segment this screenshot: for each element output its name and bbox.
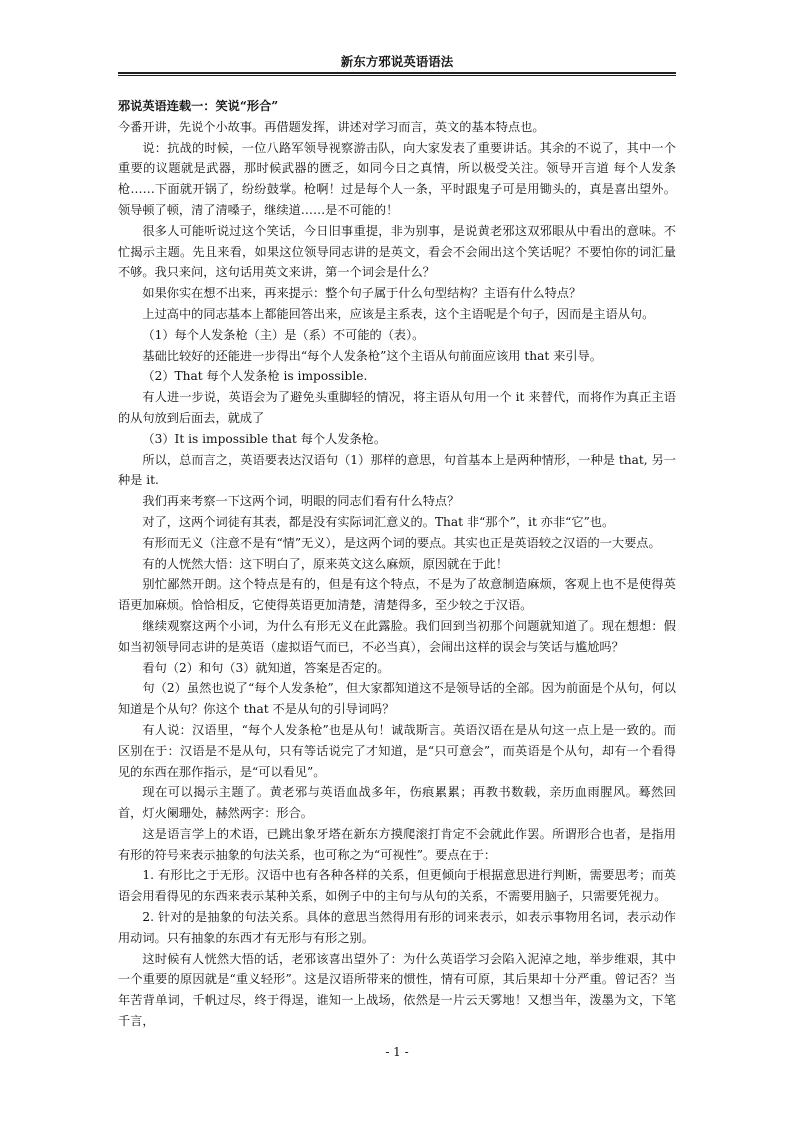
article-title: 邪说英语连载一：笑说“形合” xyxy=(118,99,279,113)
example-sentence: （2）That 每个人发条枪 is impossible. xyxy=(142,369,368,384)
paragraph: 这时候有人恍然大悟的话，老邪该喜出望外了：为什么英语学习会陷入泥淖之地，举步维艰，其中一个重要的原因就是“重义轻形”。这是汉语所带来的惯性，情有可原，其后果却十分严重。曾记否？当年苦背单词，千帆过尽，终于得逞，谁知一上战场，依然是一片云天雾地！又想当年，泼墨为文，下笔千言， xyxy=(118,951,676,1029)
paragraph: 有的人恍然大悟：这下明白了，原来英文这么麻烦，原因就在于此！ xyxy=(142,556,509,571)
paragraph: 上过高中的同志基本上都能回答出来，应该是主系表，这个主语呢是个句子，因而是主语从句。 xyxy=(142,306,655,321)
paragraph: 如果你实在想不出来，再来提示：整个句子属于什么句型结构？主语有什么特点？ xyxy=(142,286,582,301)
list-item: 2. 针对的是抽象的句法关系。具体的意思当然得用有形的词来表示，如表示事物用名词，表示动作用动词。只有抽象的东西才有无形与有形之别。 xyxy=(118,910,676,945)
paragraph: 看句（2）和句（3）就知道，答案是否定的。 xyxy=(142,660,390,675)
page-number: - 1 - xyxy=(385,1045,409,1059)
paragraph: 很多人可能听说过这个笑话，今日旧事重提，非为别事，是说黄老邪这双邪眼从中看出的意味。不忙揭示主题。先且来看，如果这位领导同志讲的是英文，看会不会闹出这个笑话呢？不要怕你的词汇量不够。我只来问，这句话用英文来讲，第一个词会是什么？ xyxy=(118,223,676,280)
paragraph: 句（2）虽然也说了“每个人发条枪”，但大家都知道这不是领导话的全部。因为前面是个从句，何以知道是个从句？你这个 that 不是从句的引导词吗？ xyxy=(118,681,676,717)
paragraph: 所以，总而言之，英语要表达汉语句（1）那样的意思，句首基本上是两种情形，一种是 that, 另一种是 it. xyxy=(118,452,676,488)
paragraph: 有人进一步说，英语会为了避免头重脚轻的情况，将主语从句用一个 it 来替代，而将作为真正主语的从句放到后面去，就成了 xyxy=(118,390,676,425)
paragraph: 说：抗战的时候，一位八路军领导视察游击队，向大家发表了重要讲话。其余的不说了，其中一个重要的议题就是武器，那时候武器的匮乏，如同今日之真情，所以极受关注。领导开言道 每个人发条枪……下面就开锅了，纷纷鼓掌。枪啊！过是每个人一条，平时跟鬼子可是用锄头的，真是喜出望外。领导顿了顿，清了清嗓子，继续道……是不可能的！ xyxy=(118,140,676,217)
paragraph: 别忙鄙然开朗。这个特点是有的，但是有这个特点，不是为了故意制造麻烦，客观上也不是使得英语更加麻烦。恰恰相反，它使得英语更加清楚，清楚得多，至少较之于汉语。 xyxy=(118,577,676,613)
paragraph: 有人说：汉语里，“每个人发条枪”也是从句！诚哉斯言。英语汉语在是从句这一点上是一致的。而区别在于：汉语是不是从句，只有等话说完了才知道，是“只可意会”，而英语是个从句，却有一个看得见的东西在那作指示，是“可以看见”。 xyxy=(118,722,676,779)
article-body xyxy=(118,96,676,1032)
header-rule xyxy=(118,72,676,76)
paragraph: 基础比较好的还能进一步得出“每个人发条枪”这个主语从句前面应该用 that 来引导。 xyxy=(142,348,602,363)
paragraph: 这是语言学上的术语，已跳出象牙塔在新东方摸爬滚打肯定不会就此作罢。所谓形合也者，是指用有形的符号来表示抽象的句法关系，也可称之为“可视性”。要点在于： xyxy=(118,826,676,862)
paragraph: 继续观察这两个小词，为什么有形无义在此露脸。我们回到当初那个问题就知道了。现在想想：假如当初领导同志讲的是英语（虚拟语气而已，不必当真），会闹出这样的误会与笑话与尴尬吗？ xyxy=(118,618,676,654)
example-sentence: （1）每个人发条枪（主）是（系）不可能的（表）。 xyxy=(142,327,425,342)
example-sentence: （3）It is impossible that 每个人发条枪。 xyxy=(142,431,387,446)
paragraph: 我们再来考察一下这两个词，明眼的同志们看有什么特点？ xyxy=(142,494,460,509)
list-item: 1. 有形比之于无形。汉语中也有各种各样的关系，但更倾向于根据意思进行判断，需要思考；而英语会用看得见的东西来表示某种关系，如例子中的主句与从句的关系，不需要用脑子，只需要凭视力。 xyxy=(118,868,676,904)
paragraph: 有形而无义（注意不是有“情”无义），是这两个词的要点。其实也正是英语较之汉语的一大要点。 xyxy=(142,535,661,550)
running-header: 新东方邪说英语语法 xyxy=(340,54,454,69)
paragraph: 对了，这两个词徒有其表，都是没有实际词汇意义的。That 非“那个”，it 亦非“它”也。 xyxy=(142,514,615,529)
paragraph: 现在可以揭示主题了。黄老邪与英语血战多年，伤痕累累；再教书数载，亲历血雨腥风。蓦然回首，灯火阑珊处，赫然两字：形合。 xyxy=(118,785,676,821)
paragraph: 今番开讲，先说个小故事。再借题发挥，讲述对学习而言，英文的基本特点也。 xyxy=(118,119,545,134)
